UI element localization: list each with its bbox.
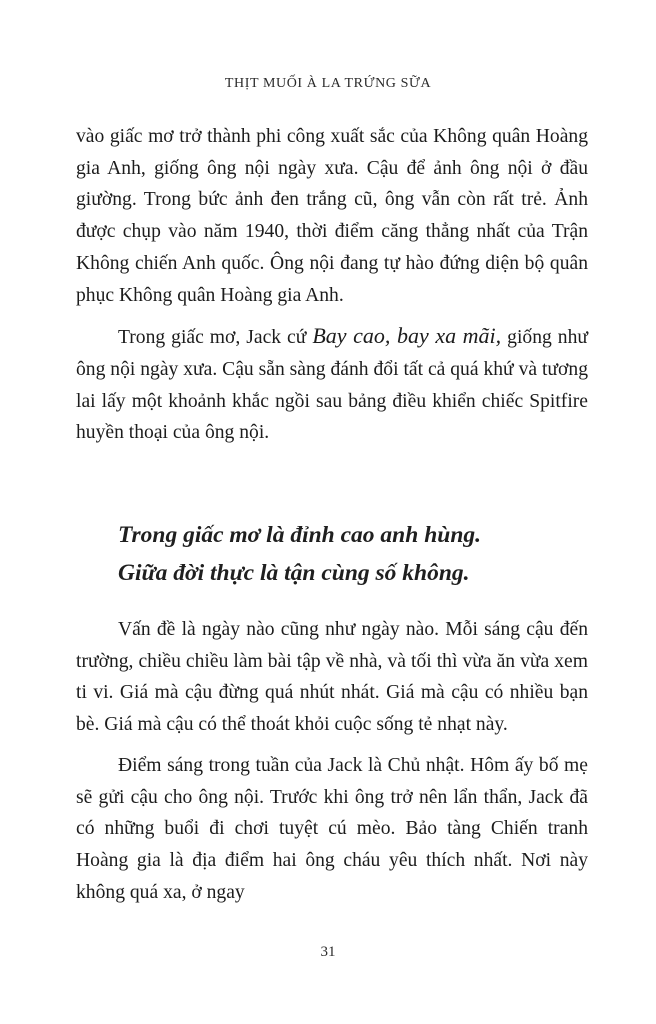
paragraph-dream-start: Trong giấc mơ, Jack cứ (118, 327, 313, 349)
paragraph-continuation: vào giấc mơ trở thành phi công xuất sắc của Không quân Hoàng gia Anh, giống ông nội ngày xưa. Cậu để ảnh ông nội ở đầu giường. Trong bức ảnh đen trắng cũ, ông vẫn còn rất trẻ. Ảnh được chụp vào năm 1940, thời điểm căng thẳng nhất của Trận Không chiến Anh quốc. Ông nội đang tự hào đứng diện bộ quân phục Không quân Hoàng gia Anh. (76, 126, 588, 306)
paragraph-routine: Vấn đề là ngày nào cũng như ngày nào. Mỗi sáng cậu đến trường, chiều chiều làm bài tập về nhà, và tối thì vừa ăn vừa xem ti vi. Giá mà cậu đừng quá nhút nhát. Giá mà cậu có nhiều bạn bè. Giá mà cậu có thể thoát khỏi cuộc sống tẻ nhạt này. (76, 619, 588, 736)
page-number: 31 (320, 944, 336, 960)
running-header: THỊT MUỐI À LA TRỨNG SỮA (224, 76, 432, 91)
pull-quote-line-1: Trong giấc mơ là đỉnh cao anh hùng. (118, 522, 482, 548)
paragraph-dream-end: giống như ông nội ngày xưa. Cậu sẵn sàng đánh đổi tất cả quá khứ và tương lai lấy một khoảnh khắc ngồi sau bảng điều khiển chiếc Spitfire huyền thoại của ông nội. (76, 327, 588, 444)
paragraph-sunday: Điểm sáng trong tuần của Jack là Chủ nhật. Hôm ấy bố mẹ sẽ gửi cậu cho ông nội. Trước khi ông trở nên lẩn thẩn, Jack đã có những buổi đi chơi tuyệt cú mèo. Bảo tàng Chiến tranh Hoàng gia là địa điểm hai ông cháu yêu thích nhất. Nơi này không quá xa, ở ngay (76, 754, 588, 903)
paragraph-dream (76, 320, 588, 449)
pull-quote-line-2: Giữa đời thực là tận cùng số không. (118, 560, 470, 586)
pull-quote (118, 516, 598, 592)
italic-phrase: Bay cao, bay xa mãi, (312, 323, 502, 349)
body-text-top (76, 121, 588, 458)
body-text-bottom (76, 614, 588, 917)
